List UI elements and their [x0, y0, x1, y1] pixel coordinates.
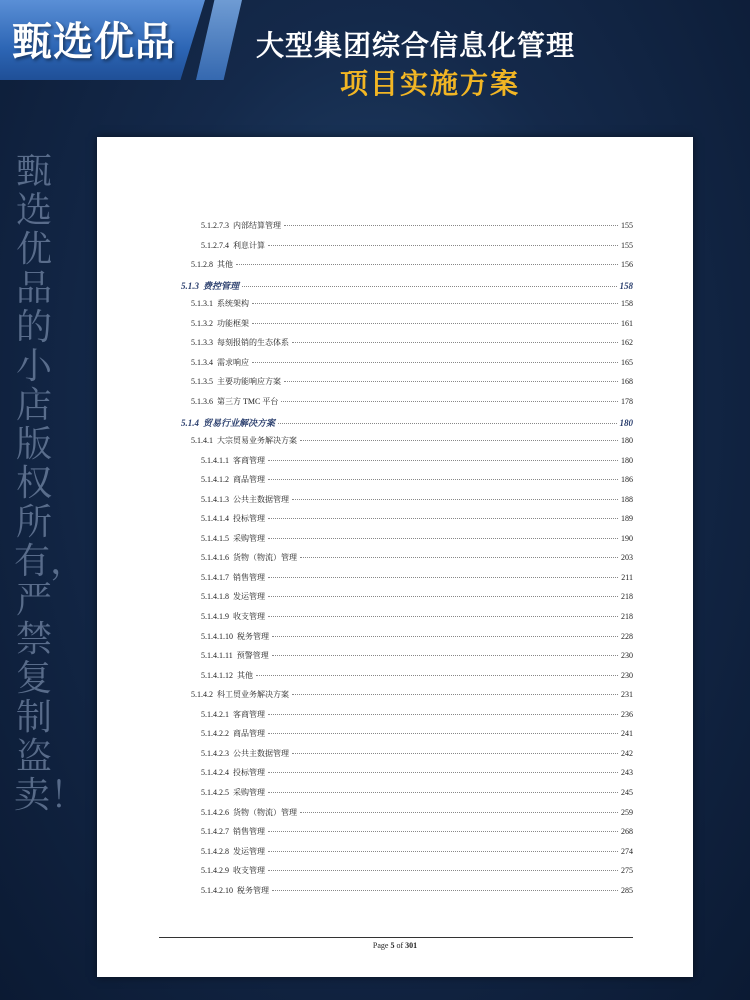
toc-entry-page: 236	[621, 709, 633, 719]
toc-leader-dots	[268, 538, 618, 539]
toc-entry[interactable]	[181, 416, 633, 428]
toc-entry-title: 系统架构	[217, 299, 249, 309]
toc-leader-dots	[284, 381, 618, 382]
toc-entry-number: 5.1.4.2.2	[201, 729, 229, 739]
toc-entry-page: 274	[621, 846, 633, 856]
toc-entry-number: 5.1.4.1.5	[201, 533, 229, 543]
page-footer	[97, 941, 693, 950]
toc-entry-number: 5.1.4.2.9	[201, 866, 229, 876]
toc-entry-title: 客商管理	[233, 455, 265, 465]
toc-entry-page: 242	[621, 748, 633, 758]
toc-entry-number: 5.1.4.2.10	[201, 885, 233, 895]
toc-leader-dots	[268, 577, 618, 578]
toc-entry-number: 5.1.4.2	[191, 690, 213, 700]
toc-entry[interactable]	[201, 591, 633, 603]
footer-of: of	[396, 941, 404, 950]
toc-entry-number: 5.1.4.1.6	[201, 553, 229, 563]
toc-leader-dots	[268, 518, 618, 519]
toc-entry-title: 内部结算管理	[233, 221, 281, 230]
toc-leader-dots	[278, 423, 616, 424]
toc-entry[interactable]	[191, 435, 633, 447]
toc-entry-title: 需求响应	[217, 357, 249, 367]
toc-entry-title: 税务管理	[237, 631, 269, 641]
toc-entry[interactable]	[201, 240, 633, 252]
toc-entry-title: 利息计算	[233, 240, 265, 250]
toc-entry[interactable]	[201, 865, 633, 877]
toc-entry[interactable]	[201, 513, 633, 525]
toc-entry[interactable]	[191, 337, 633, 349]
toc-entry-page: 241	[621, 729, 633, 739]
toc-entry-number: 5.1.4	[181, 417, 199, 428]
toc-entry-page: 245	[621, 787, 633, 797]
toc-entry-page: 218	[621, 592, 633, 602]
toc-entry[interactable]	[201, 220, 633, 232]
toc-entry-title: 投标管理	[233, 768, 265, 778]
toc-entry-title: 每刻报销的生态体系	[217, 338, 289, 348]
toc-leader-dots	[268, 596, 618, 597]
toc-leader-dots	[292, 499, 618, 500]
toc-entry-number: 5.1.4.1.7	[201, 572, 229, 582]
toc-entry-page: 259	[621, 807, 633, 817]
toc-entry-page: 180	[621, 436, 633, 446]
toc-entry[interactable]	[201, 494, 633, 506]
toc-entry-number: 5.1.3.4	[191, 357, 213, 367]
toc-entry-title: 销售管理	[233, 827, 265, 837]
header-subtitle: 项目实施方案	[340, 67, 521, 100]
toc-entry-page: 180	[621, 455, 633, 465]
toc-entry[interactable]	[191, 396, 633, 408]
toc-entry-number: 5.1.4.2.1	[201, 709, 229, 719]
toc-entry-title: 税务管理	[237, 885, 269, 895]
toc-leader-dots	[300, 557, 618, 558]
toc-entry-page: 161	[621, 318, 633, 328]
toc-entry-title: 其他	[217, 260, 233, 270]
toc-entry-number: 5.1.4.2.7	[201, 827, 229, 837]
toc-entry-page: 156	[621, 260, 633, 270]
toc-entry-title: 采购管理	[233, 533, 265, 543]
toc-entry-page: 165	[621, 357, 633, 367]
toc-entry-number: 5.1.3.3	[191, 338, 213, 348]
toc-leader-dots	[268, 831, 618, 832]
toc-entry-number: 5.1.4.1.3	[201, 494, 229, 504]
toc-leader-dots	[292, 694, 618, 695]
toc-entry-number: 5.1.4.1.1	[201, 455, 229, 465]
toc-entry[interactable]	[191, 298, 633, 310]
toc-entry-page: 190	[621, 533, 633, 543]
toc-entry-page: 230	[621, 670, 633, 680]
toc-entry-page: 218	[621, 612, 633, 621]
toc-entry-number: 5.1.4.1.2	[201, 475, 229, 485]
toc-entry[interactable]	[201, 631, 633, 643]
toc-entry-number: 5.1.4.2.6	[201, 807, 229, 817]
toc-entry-title: 其他	[237, 670, 253, 680]
toc-entry[interactable]	[201, 611, 633, 623]
toc-leader-dots	[272, 655, 618, 656]
toc-entry[interactable]	[201, 846, 633, 858]
toc-entry-number: 5.1.4.1.9	[201, 612, 229, 621]
toc-entry-title: 货物（物流）管理	[233, 807, 297, 817]
footer-total-pages: 301	[405, 941, 418, 950]
toc-entry-page: 230	[621, 651, 633, 661]
toc-leader-dots	[268, 714, 618, 715]
toc-entry-number: 5.1.4.1	[191, 436, 213, 446]
toc-leader-dots	[256, 675, 618, 676]
toc-entry-number: 5.1.4.1.12	[201, 670, 233, 680]
toc-entry[interactable]	[201, 787, 633, 799]
toc-entry[interactable]	[201, 474, 633, 486]
toc-entry[interactable]	[191, 259, 633, 271]
toc-entry-number: 5.1.4.1.8	[201, 592, 229, 602]
toc-entry[interactable]	[201, 533, 633, 545]
toc-leader-dots	[268, 616, 618, 617]
toc-entry-number: 5.1.3.1	[191, 299, 213, 309]
toc-entry-title: 费控管理	[203, 280, 240, 291]
toc-entry-title: 科工贸业务解决方案	[217, 690, 289, 700]
toc-entry-number: 5.1.4.2.4	[201, 768, 229, 778]
toc-entry-page: 158	[621, 299, 633, 309]
toc-entry-title: 投标管理	[233, 514, 265, 524]
toc-entry-number: 5.1.2.8	[191, 260, 213, 270]
toc-entry[interactable]	[191, 318, 633, 330]
toc-entry-title: 功能框架	[217, 318, 249, 328]
toc-entry-page: 203	[621, 553, 633, 563]
toc-leader-dots	[242, 286, 616, 287]
toc-entry-title: 客商管理	[233, 709, 265, 719]
toc-leader-dots	[268, 772, 618, 773]
toc-entry[interactable]	[191, 376, 633, 388]
toc-entry-number: 5.1.4.1.11	[201, 651, 233, 661]
toc-entry[interactable]	[181, 279, 633, 291]
toc-entry-number: 5.1.4.2.8	[201, 846, 229, 856]
toc-entry-page: 211	[621, 572, 633, 582]
toc-entry-page: 268	[621, 827, 633, 837]
toc-leader-dots	[272, 636, 618, 637]
toc-entry-title: 商品管理	[233, 729, 265, 739]
toc-leader-dots	[252, 362, 618, 363]
toc-entry-page: 155	[621, 221, 633, 230]
toc-entry-number: 5.1.4.2.3	[201, 748, 229, 758]
toc-leader-dots	[284, 225, 618, 226]
toc-entry[interactable]	[191, 357, 633, 369]
toc-entry-page: 155	[621, 240, 633, 250]
toc-entry-number: 5.1.4.1.10	[201, 631, 233, 641]
toc-entry-number: 5.1.3.2	[191, 318, 213, 328]
header-title: 大型集团综合信息化管理	[256, 29, 576, 62]
toc-entry-title: 第三方 TMC 平台	[217, 396, 279, 406]
toc-entry-page: 178	[621, 396, 633, 406]
watermark-text: 甄选优品的小店版权所有，严禁复制盗卖！	[14, 151, 87, 816]
toc-entry-title: 商品管理	[233, 475, 265, 485]
toc-entry-page: 168	[621, 377, 633, 387]
toc-entry[interactable]	[201, 709, 633, 721]
toc-entry-number: 5.1.3	[181, 280, 199, 291]
toc-leader-dots	[292, 342, 618, 343]
toc-entry-number: 5.1.4.1.4	[201, 514, 229, 524]
toc-entry-page: 162	[621, 338, 633, 348]
brand-badge-text: 甄选优品	[12, 19, 176, 65]
toc-entry[interactable]	[201, 767, 633, 779]
toc-entry-title: 销售管理	[233, 572, 265, 582]
toc-leader-dots	[268, 479, 618, 480]
toc-leader-dots	[236, 264, 618, 265]
footer-current-page: 5	[390, 941, 395, 950]
toc-entry-title: 贸易行业解决方案	[203, 417, 276, 428]
toc-entry-title: 主要功能响应方案	[217, 377, 281, 387]
toc-entry-number: 5.1.3.5	[191, 377, 213, 387]
toc-entry[interactable]	[201, 885, 633, 897]
toc-entry-page: 186	[621, 475, 633, 485]
toc-entry[interactable]	[201, 670, 633, 682]
toc-entry-title: 收支管理	[233, 612, 265, 621]
toc-entry-title: 发运管理	[233, 846, 265, 856]
toc-entry[interactable]	[201, 807, 633, 819]
footer-prefix: Page	[372, 941, 389, 950]
toc-entry-number: 5.1.3.6	[191, 396, 213, 406]
toc-entry-number: 5.1.4.2.5	[201, 787, 229, 797]
toc-entry-title: 货物（物流）管理	[233, 553, 297, 563]
toc-entry-page: 285	[621, 885, 633, 895]
toc-entry-title: 发运管理	[233, 592, 265, 602]
toc-leader-dots	[252, 323, 618, 324]
toc-leader-dots	[292, 753, 618, 754]
toc-leader-dots	[268, 870, 618, 871]
toc-entry-page: 180	[619, 417, 633, 428]
toc-entry-title: 大宗贸易业务解决方案	[217, 436, 297, 446]
toc-entry-page: 188	[621, 494, 633, 504]
document-page	[97, 137, 693, 977]
toc-leader-dots	[268, 733, 618, 734]
toc-leader-dots	[281, 401, 618, 402]
toc-entry-title: 收支管理	[233, 866, 265, 876]
toc-leader-dots	[300, 812, 618, 813]
toc-entry-title: 公共主数据管理	[233, 494, 289, 504]
badge-stripe	[196, 0, 242, 80]
toc-entry-page: 228	[621, 631, 633, 641]
toc-entry[interactable]	[201, 826, 633, 838]
toc-entry-page: 275	[621, 866, 633, 876]
toc-leader-dots	[252, 303, 618, 304]
toc-entry-title: 公共主数据管理	[233, 748, 289, 758]
toc-leader-dots	[268, 460, 618, 461]
toc-entry-number: 5.1.2.7.3	[201, 221, 229, 230]
toc-entry-number: 5.1.2.7.4	[201, 240, 229, 250]
toc-leader-dots	[300, 440, 618, 441]
toc-leader-dots	[268, 792, 618, 793]
toc-entry[interactable]	[191, 689, 633, 701]
toc-entry-page: 231	[621, 690, 633, 700]
toc-entry[interactable]	[201, 572, 633, 584]
toc-entry-title: 采购管理	[233, 787, 265, 797]
toc-leader-dots	[268, 851, 618, 852]
toc-entry[interactable]	[201, 455, 633, 467]
toc-entry-page: 189	[621, 514, 633, 524]
toc-leader-dots	[272, 890, 618, 891]
toc-entry[interactable]	[201, 728, 633, 740]
toc-entry-title: 预警管理	[236, 651, 269, 661]
toc-entry-page: 243	[621, 768, 633, 778]
toc-entry-page: 158	[619, 280, 633, 291]
toc-leader-dots	[268, 245, 618, 246]
toc-entry[interactable]	[201, 650, 633, 662]
toc-entry[interactable]	[201, 552, 633, 564]
footer-rule	[159, 937, 633, 938]
toc-entry[interactable]	[201, 748, 633, 760]
